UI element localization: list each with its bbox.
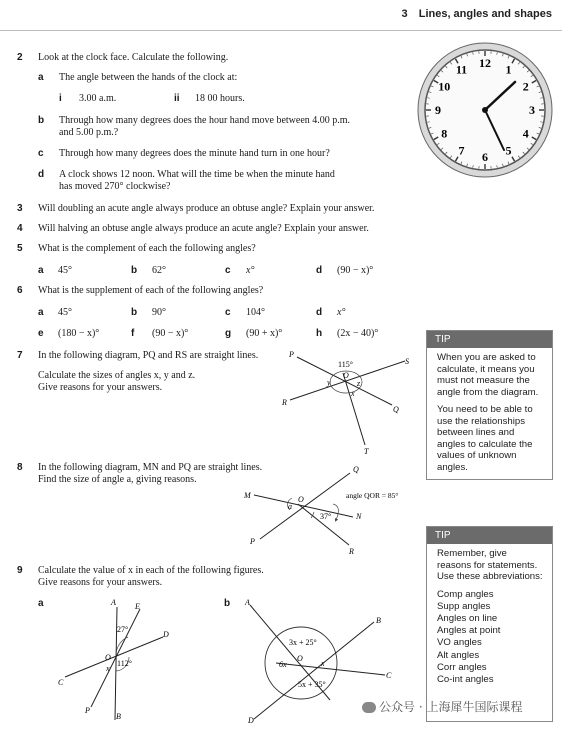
q2ai-text: 3.00 a.m. (79, 93, 117, 104)
q8-text-2: Find the size of angle a, giving reasons. (38, 474, 197, 485)
q2b-label: b (38, 115, 45, 126)
q7-label-P: P (289, 350, 294, 359)
q7-label-O: O (343, 371, 349, 380)
chapter-number: 3 (401, 8, 408, 20)
abbreviation-item: Supp angles (437, 600, 491, 612)
q9a-label-O: O (105, 653, 111, 662)
q2a-label: a (38, 72, 44, 83)
q9a-label-A: A (111, 598, 116, 607)
q6g-label: g (225, 328, 232, 339)
q5a-value: 45° (58, 265, 72, 276)
q8-label-R: R (349, 547, 354, 556)
watermark-text: 公众号 · 上海犀牛国际课程 (379, 700, 523, 714)
q9a-label-B: B (116, 712, 121, 721)
q9a-label-D: D (163, 630, 169, 639)
q9-number: 9 (17, 565, 23, 576)
clock-number: 6 (482, 150, 488, 164)
q2a-text: The angle between the hands of the clock at: (59, 72, 238, 83)
wechat-icon (362, 702, 376, 713)
q7-label-Q: Q (393, 405, 399, 414)
q5d-label: d (316, 265, 323, 276)
abbreviation-item: Corr angles (437, 661, 487, 673)
q9a-angle-112: 112° (117, 659, 132, 668)
q2-text: Look at the clock face. Calculate the following. (38, 52, 229, 63)
header-divider (0, 30, 562, 31)
q8-label-N: N (356, 512, 362, 521)
q2aii-label: ii (174, 93, 180, 104)
q9b-expr-4: 5x + 35° (298, 680, 326, 689)
tip-title: TIP (427, 527, 552, 544)
abbreviation-item: Angles at point (437, 625, 501, 637)
q4-number: 4 (17, 223, 23, 234)
q8-label-a: a (288, 502, 292, 511)
q6c-label: c (225, 307, 231, 318)
q8-label-Q: Q (353, 465, 359, 474)
q8-label-P: P (250, 537, 255, 546)
abbreviation-item: Alt angles (437, 649, 480, 661)
q9a-label-C: C (58, 678, 64, 687)
clock-number: 1 (505, 62, 512, 77)
q5-number: 5 (17, 243, 23, 254)
q6a-value: 45° (58, 307, 72, 318)
q9b-label-O: O (297, 654, 303, 663)
q7-diagram (275, 345, 420, 460)
q7-label-y: y (327, 378, 331, 387)
q9a-diagram (55, 595, 180, 723)
clock-face (415, 40, 555, 180)
q2d-text-2: has moved 270° clockwise? (59, 181, 171, 192)
q7-text-1: In the following diagram, PQ and RS are straight lines. (38, 350, 259, 361)
tip-box-reasons (426, 526, 553, 722)
q6f-value: (90 − x)° (152, 328, 189, 339)
q2b-text-2: and 5.00 p.m.? (59, 127, 119, 138)
q7-text-3: Give reasons for your answers. (38, 382, 163, 393)
q9b-label: b (224, 598, 231, 609)
q6-number: 6 (17, 285, 23, 296)
q9-text-2: Give reasons for your answers. (38, 577, 163, 588)
q6a-label: a (38, 307, 44, 318)
abbreviation-item: Angles on line (437, 612, 498, 624)
q9a-label-P: P (85, 706, 90, 715)
abbreviation-item: Co-int angles (437, 673, 494, 685)
clock-number: 11 (455, 62, 468, 77)
clock-number: 9 (435, 103, 441, 117)
q7-number: 7 (17, 350, 23, 361)
tip-paragraph-2: You need to be able to use the relationships between lines and angles to calculate the values of unknown angles. (437, 404, 533, 473)
q6g-value: (90 + x)° (246, 328, 283, 339)
q6b-label: b (131, 307, 138, 318)
q5a-label: a (38, 265, 44, 276)
q2ai-label: i (59, 93, 62, 104)
q9b-label-A: A (245, 598, 250, 607)
q9b-label-B: B (376, 616, 381, 625)
tip-title: TIP (427, 331, 552, 348)
q9b-expr-3: x (321, 659, 325, 668)
q7-label-S: S (405, 357, 409, 366)
clock-number: 2 (522, 79, 529, 94)
q2aii-text: 18 00 hours. (195, 93, 245, 104)
clock-number: 5 (505, 143, 512, 158)
q6c-value: 104° (246, 307, 265, 318)
q9a-angle-27: 27° (117, 625, 129, 634)
q6f-label: f (131, 328, 135, 339)
q5d-value: (90 − x)° (337, 265, 374, 276)
q9b-label-C: C (386, 671, 392, 680)
q8-label-M: M (244, 491, 251, 500)
q2c-label: c (38, 148, 44, 159)
q5b-value: 62° (152, 265, 166, 276)
q9-text-1: Calculate the value of x in each of the following figures. (38, 565, 264, 576)
q9a-label-E: E (135, 602, 140, 611)
q6-text: What is the supplement of each of the following angles? (38, 285, 264, 296)
clock-number: 10 (438, 79, 451, 94)
q6h-value: (2x − 40)° (337, 328, 379, 339)
q6e-value: (180 − x)° (58, 328, 100, 339)
clock-number: 12 (479, 56, 491, 70)
q6h-label: h (316, 328, 323, 339)
abbreviation-item: VO angles (437, 637, 482, 649)
q4-text: Will halving an obtuse angle always produce an acute angle? Explain your answer. (38, 223, 369, 234)
q2d-label: d (38, 169, 45, 180)
q6d-value: x° (337, 307, 346, 318)
q3-text: Will doubling an acute angle always produce an obtuse angle? Explain your answer. (38, 203, 375, 214)
q5c-label: c (225, 265, 231, 276)
q5-text: What is the complement of each the following angles? (38, 243, 256, 254)
tip-paragraph-1: When you are asked to calculate, it means you must not measure the angle from the diagram. (437, 352, 539, 398)
q7-angle-115: 115° (338, 360, 353, 369)
q8-text-1: In the following diagram, MN and PQ are straight lines. (38, 462, 263, 473)
q8-number: 8 (17, 462, 23, 473)
clock-number: 3 (529, 103, 535, 117)
q7-label-T: T (364, 447, 369, 456)
q7-label-x: x (351, 389, 355, 398)
q7-label-z: z (357, 379, 361, 388)
q9b-expr-2: 6x (279, 660, 287, 669)
q7-label-R: R (282, 398, 287, 407)
q8-angle-QOR: angle QOR = 85° (346, 491, 399, 500)
clock-number: 4 (522, 126, 529, 141)
q5c-value: x° (246, 265, 255, 276)
q9b-expr-1: 3x + 25° (289, 638, 317, 647)
q6e-label: e (38, 328, 44, 339)
q3-number: 3 (17, 203, 23, 214)
chapter-header (402, 8, 552, 20)
clock-number: 7 (458, 143, 465, 158)
q2c-text: Through how many degrees does the minute hand turn in one hour? (59, 148, 330, 159)
tip-paragraph-1: Remember, give reasons for statements. Use these abbreviations: (437, 548, 543, 582)
q2d-text-1: A clock shows 12 noon. What will the time be when the minute hand (59, 169, 335, 180)
q6b-value: 90° (152, 307, 166, 318)
q8-label-O: O (298, 495, 304, 504)
tip-box-calculate (426, 330, 553, 480)
q9a-label: a (38, 598, 44, 609)
q9a-label-x: x (106, 664, 110, 673)
watermark (362, 698, 522, 715)
q8-diagram (238, 460, 428, 560)
q2b-text-1: Through how many degrees does the hour hand move between 4.00 p.m. (59, 115, 351, 126)
q8-angle-37: 37° (320, 512, 332, 521)
abbreviation-list (437, 589, 543, 687)
clock-number: 8 (441, 126, 448, 141)
q7-text-2: Calculate the sizes of angles x, y and z. (38, 370, 196, 381)
q5b-label: b (131, 265, 138, 276)
q9b-label-D: D (248, 716, 254, 725)
q6d-label: d (316, 307, 323, 318)
chapter-title: Lines, angles and shapes (418, 8, 552, 20)
abbreviation-item: Comp angles (437, 588, 494, 600)
q2-number: 2 (17, 52, 23, 63)
